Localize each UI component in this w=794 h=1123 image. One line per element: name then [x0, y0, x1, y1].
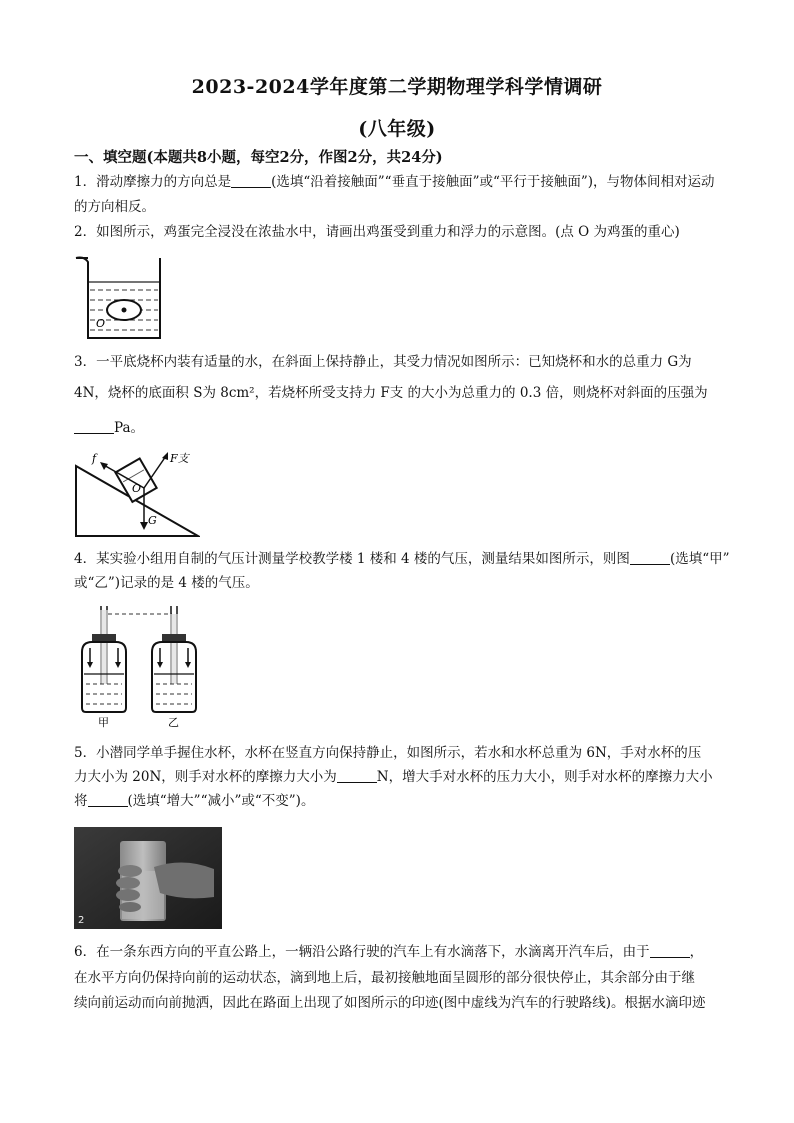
question-6-line-2: 在水平方向仍保持向前的运动状态，滴到地上后，最初接触地面呈圆形的部分很快停止，其余部分由于继	[74, 970, 695, 986]
barometer-jia	[82, 606, 126, 728]
svg-text:f: f	[92, 452, 97, 465]
svg-text:G: G	[148, 514, 157, 527]
svg-text:O: O	[132, 482, 142, 495]
question-6-line-1: 6．在一条东西方向的平直公路上，一辆沿公路行驶的汽车上有水滴落下，水滴离开汽车后，由于 ，	[74, 944, 704, 960]
svg-text:O: O	[96, 317, 106, 330]
question-3-line-3: Pa。	[74, 418, 144, 438]
question-3-line-1: 3．一平底烧杯内装有适量的水，在斜面上保持静止，其受力情况如图所示：已知烧杯和水的总重力 G为	[74, 354, 692, 370]
answer-blank[interactable]	[630, 550, 670, 565]
question-5-line-1: 5．小潜同学单手握住水杯，水杯在竖直方向保持静止，如图所示，若水和水杯总重为 6N，手对水杯的压	[74, 745, 702, 761]
question-3-line-2: 4N，烧杯的底面积 S为 8cm²，若烧杯所受支持力 F支 的大小为总重力的 0.3 倍，则烧杯对斜面的压强为	[74, 385, 708, 401]
section-heading: 一、填空题(本题共8小题，每空2分，作图2分，共24分)	[74, 149, 443, 166]
answer-blank[interactable]	[74, 419, 114, 434]
beaker-on-incline-figure	[74, 446, 200, 538]
question-5-line-2: 力大小为 20N，则手对水杯的摩擦力大小为 N，增大手对水杯的压力大小，则手对水杯的摩擦力大小	[74, 769, 713, 785]
answer-blank[interactable]	[650, 943, 690, 958]
question-5-line-3: 将 (选填“增大”“减小”或“不变”)。	[74, 793, 315, 809]
document-title: 2023-2024学年度第二学期物理学科学情调研	[191, 76, 603, 98]
svg-text:乙: 乙	[168, 716, 179, 728]
egg-in-salt-water-figure	[74, 254, 164, 340]
question-2-text: 2．如图所示，鸡蛋完全浸没在浓盐水中，请画出鸡蛋受到重力和浮力的示意图。(点 O 为鸡蛋的重心)	[74, 224, 680, 240]
question-1-line-2: 的方向相反。	[74, 199, 155, 215]
barometer-figure	[78, 604, 198, 728]
hand-holding-cup-photo	[74, 827, 222, 929]
barometer-yi	[152, 606, 196, 728]
svg-text:F支: F支	[170, 452, 189, 465]
svg-text:2: 2	[78, 915, 85, 926]
question-4-line-2: 或“乙”)记录的是 4 楼的气压。	[74, 575, 259, 591]
answer-blank[interactable]	[231, 173, 271, 188]
question-4-line-1: 4．某实验小组用自制的气压计测量学校教学楼 1 楼和 4 楼的气压，测量结果如图所示，则图 (选填“甲”	[74, 551, 730, 567]
question-1-line-1: 1．滑动摩擦力的方向总是 (选填“沿着接触面”“垂直于接触面”或“平行于接触面”)，与物体间相对运动	[74, 174, 715, 190]
answer-blank[interactable]	[337, 768, 377, 783]
answer-blank[interactable]	[88, 792, 128, 807]
document-subtitle: (八年级)	[358, 118, 436, 140]
svg-text:甲: 甲	[98, 716, 109, 728]
question-6-line-3: 续向前运动而向前抛洒，因此在路面上出现了如图所示的印迹(图中虚线为汽车的行驶路线)。根据水滴印迹	[74, 995, 706, 1011]
